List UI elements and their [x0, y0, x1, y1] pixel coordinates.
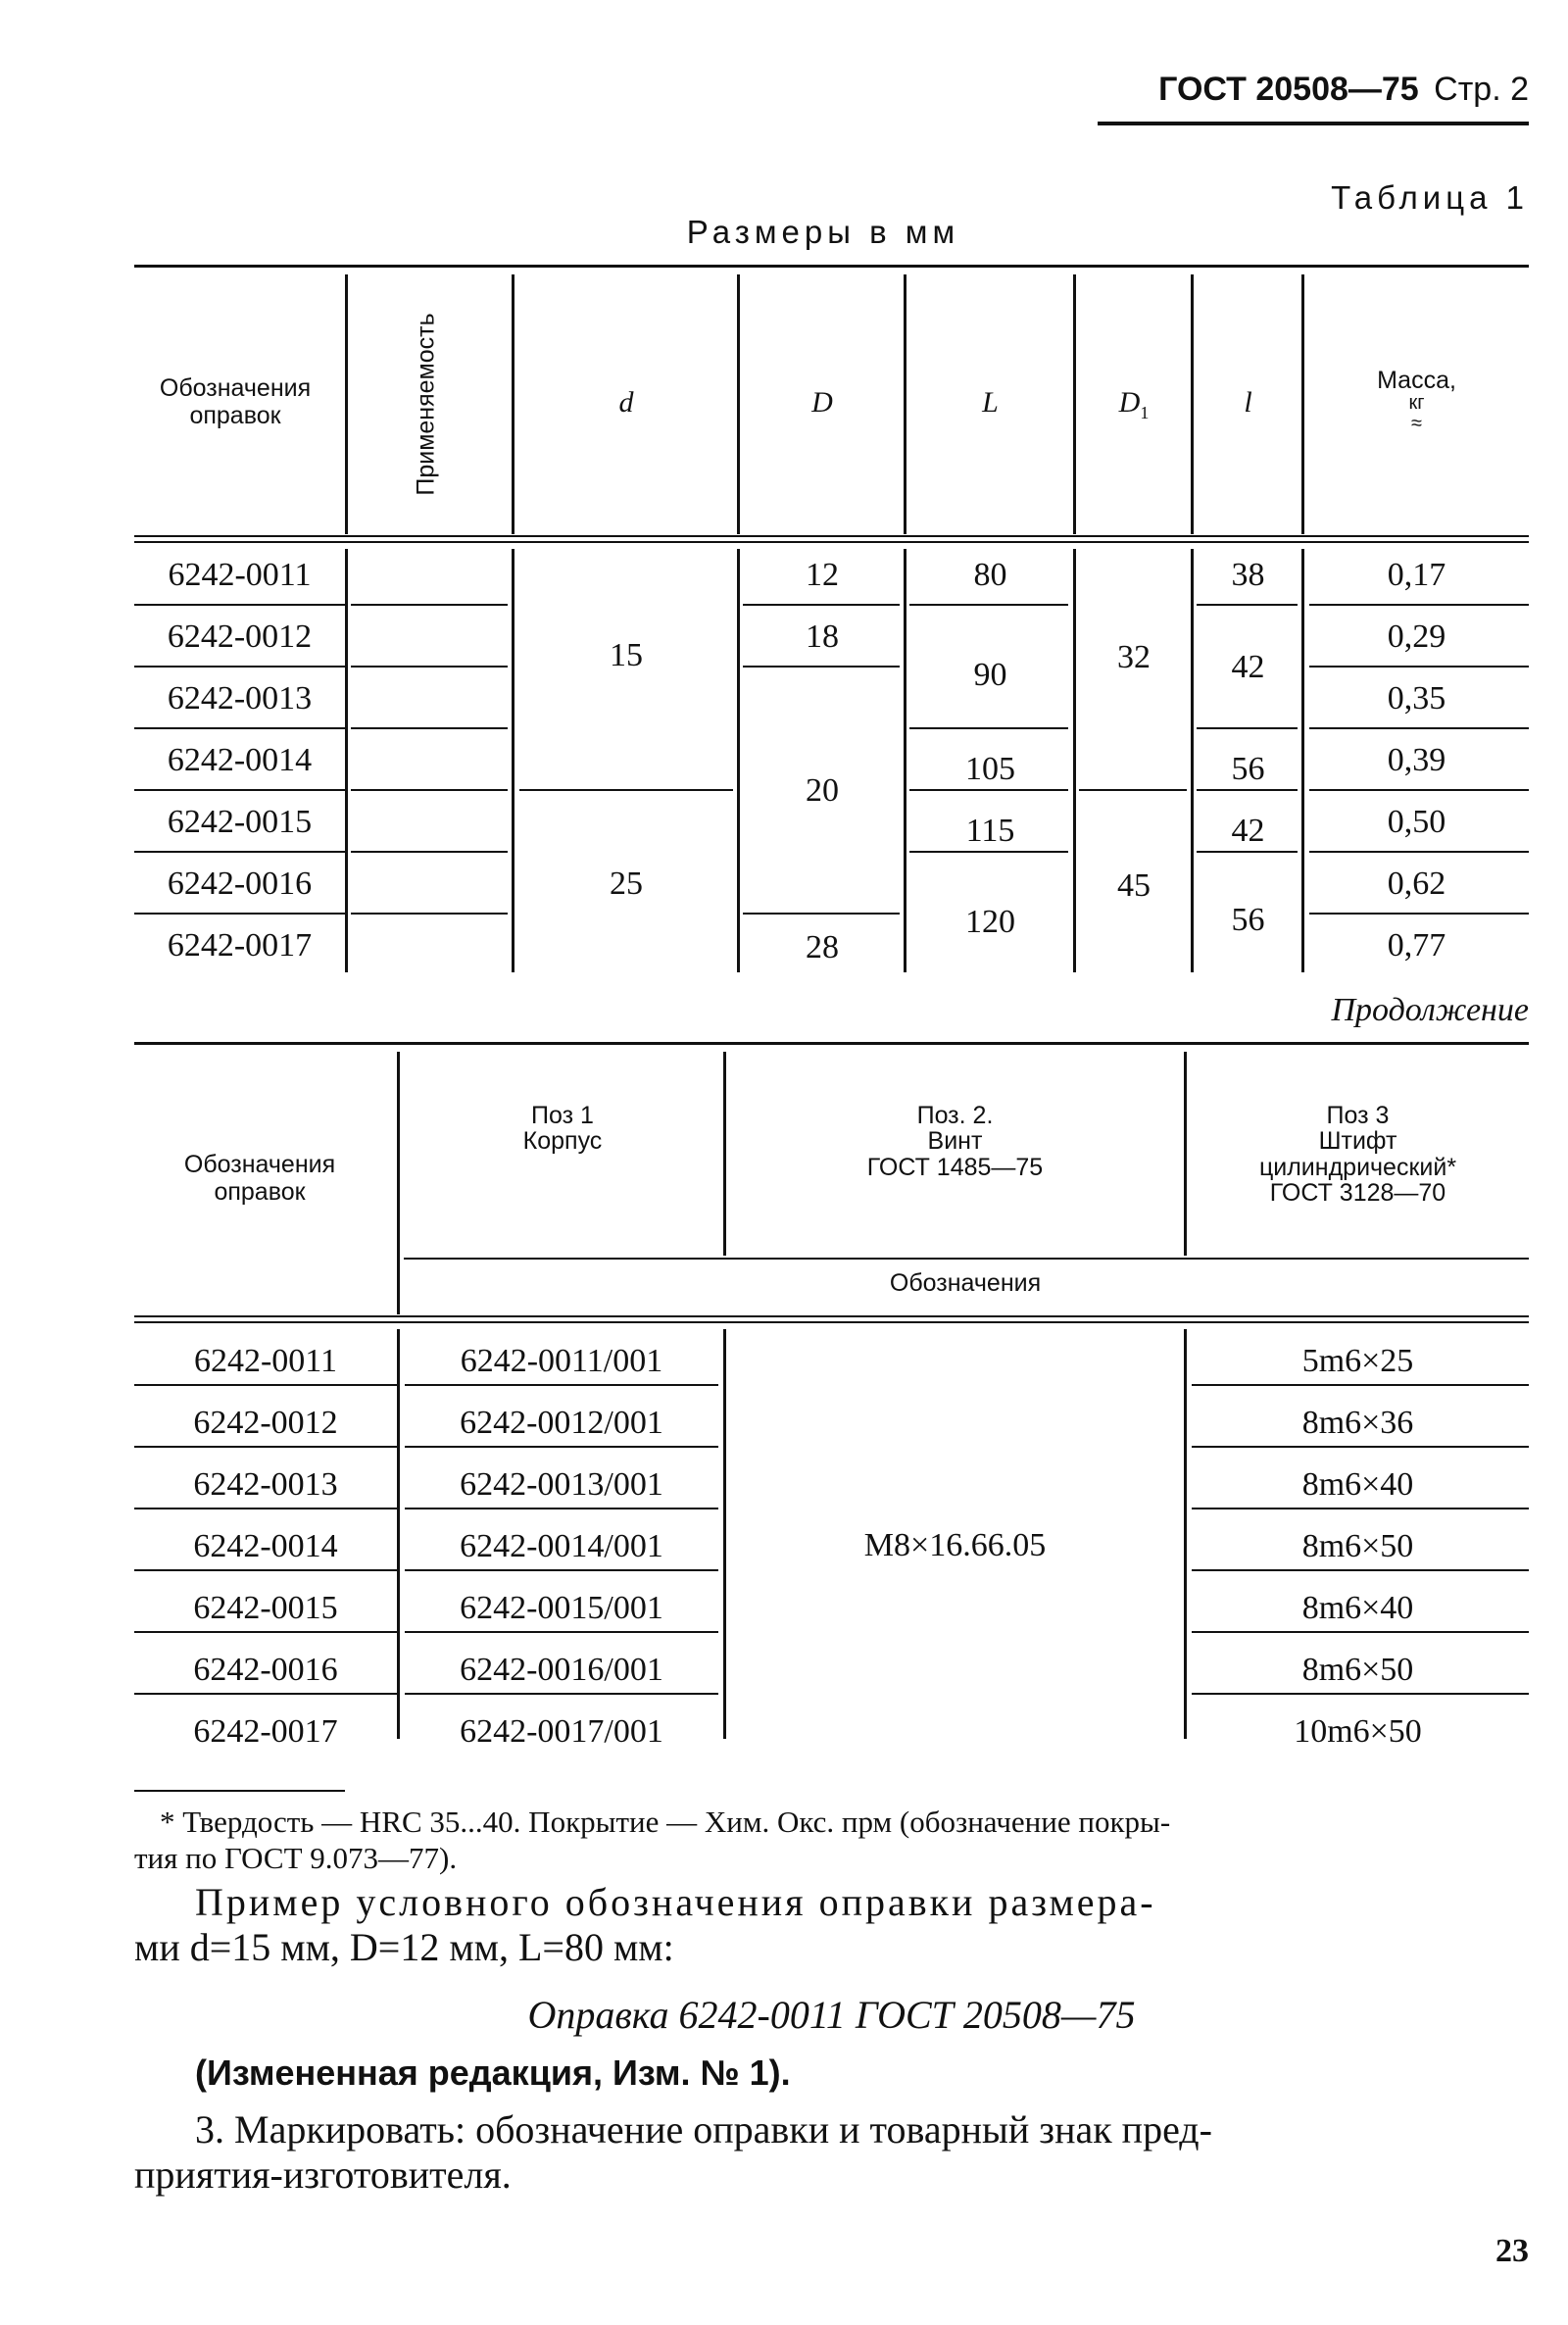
row-rule: [134, 913, 345, 915]
col-divider: [737, 549, 740, 972]
t2-pos3-line1: Поз 3: [1326, 1102, 1390, 1129]
table-cell: 6242-0016: [167, 866, 313, 902]
table-cell: 10m6×50: [1294, 1713, 1422, 1750]
row-rule: [1192, 1631, 1529, 1633]
row-rule: [909, 604, 1068, 606]
row-rule: [134, 604, 345, 606]
table-cell: 6242-0011/001: [460, 1343, 663, 1379]
table1-units: Размеры в мм: [686, 214, 960, 250]
table-cell: 6242-0017: [167, 927, 313, 964]
row-rule: [405, 1631, 718, 1633]
header-D1: [1076, 388, 1192, 421]
col-divider: [345, 274, 348, 534]
t2-header-pos1: [402, 1103, 723, 1155]
header-rule: [1098, 122, 1529, 125]
table2-caption: Продолжение: [1331, 992, 1529, 1028]
row-rule: [351, 604, 508, 606]
table1-caption: Таблица 1: [1331, 179, 1529, 216]
table-cell: 0,35: [1387, 680, 1446, 717]
row-rule: [134, 1384, 397, 1386]
row-rule: [134, 1631, 397, 1633]
table2-header-rule: [134, 1315, 1529, 1317]
row-rule: [1079, 789, 1187, 791]
table-cell: 0,17: [1387, 557, 1446, 593]
row-rule: [1309, 789, 1529, 791]
row-rule: [405, 1384, 718, 1386]
table-cell: 12: [806, 557, 839, 593]
table-cell: 0,62: [1387, 866, 1446, 902]
row-rule: [134, 666, 345, 668]
table2-top-rule: [134, 1042, 1529, 1045]
row-rule: [351, 913, 508, 915]
row-rule: [405, 1446, 718, 1448]
table-cell: 20: [806, 772, 839, 809]
table-cell: 6242-0015/001: [460, 1590, 663, 1626]
page-label: Стр. 2: [1434, 71, 1529, 108]
table-cell: 6242-0012/001: [460, 1405, 663, 1441]
header-D1-main: D: [1118, 386, 1141, 419]
table-cell: 6242-0012: [193, 1405, 338, 1441]
table-cell: 6242-0012: [167, 618, 313, 655]
t2-header-pos3: [1187, 1103, 1529, 1206]
row-rule: [351, 727, 508, 729]
page-header: [1107, 71, 1529, 109]
table-cell: 42: [1231, 649, 1265, 685]
table-cell: 56: [1231, 751, 1265, 787]
col-divider: [345, 549, 348, 972]
t2-pos1-line2: Корпус: [522, 1127, 603, 1156]
t2-pos2-line1: Поз. 2.: [916, 1102, 994, 1129]
example-paragraph: [134, 1880, 1529, 1970]
header-mass-line3: ≈: [1411, 413, 1422, 435]
row-rule: [134, 1569, 397, 1571]
table-cell: 0,39: [1387, 742, 1446, 778]
item3-line2: приятия-изготовителя.: [134, 2152, 512, 2197]
table2-subheader-rule: [404, 1258, 1529, 1260]
footnote-line2: тия по ГОСТ 9.073—77).: [134, 1841, 458, 1876]
table-cell: 8m6×50: [1301, 1652, 1414, 1688]
row-rule: [909, 789, 1068, 791]
row-rule: [134, 727, 345, 729]
row-rule: [1197, 851, 1298, 853]
table-cell: 6242-0014: [193, 1528, 338, 1564]
table-cell: 6242-0014/001: [460, 1528, 663, 1564]
footnote: [134, 1804, 1529, 1876]
row-rule: [1192, 1693, 1529, 1695]
row-rule: [743, 604, 900, 606]
row-rule: [134, 851, 345, 853]
header-d: d: [618, 386, 634, 419]
table-cell: 105: [965, 751, 1015, 787]
row-rule: [519, 789, 733, 791]
table-cell: 5m6×25: [1301, 1343, 1414, 1379]
header-mass-line2: кг: [1408, 392, 1425, 415]
item3-paragraph: [134, 2107, 1529, 2198]
row-rule: [1192, 1384, 1529, 1386]
row-rule: [134, 1508, 397, 1509]
row-rule: [1309, 913, 1529, 915]
header-D1-sub: 1: [1140, 403, 1150, 422]
table-cell: 6242-0016/001: [460, 1652, 663, 1688]
table-cell: 38: [1231, 557, 1265, 593]
table-cell: 8m6×40: [1301, 1590, 1414, 1626]
table-cell: 6242-0011: [193, 1343, 338, 1379]
table-cell: 80: [973, 557, 1007, 593]
page-number: 23: [1495, 2233, 1529, 2269]
table-cell: 6242-0011: [168, 557, 312, 593]
table-cell: 8m6×50: [1301, 1528, 1414, 1564]
row-rule: [743, 666, 900, 668]
header-mass: [1304, 368, 1529, 434]
header-applicability: Применяемость: [412, 313, 440, 496]
footnote-line1: * Твердость — HRC 35...40. Покрытие — Хим. Окс. прм (обозначение покры-: [160, 1805, 1171, 1839]
row-rule: [1192, 1569, 1529, 1571]
t2-pos3-line3: цилиндрический*: [1258, 1153, 1457, 1181]
table-cell: 8m6×36: [1301, 1405, 1414, 1441]
row-rule: [351, 666, 508, 668]
table-cell-screw: M8×16.66.05: [863, 1527, 1047, 1563]
table-cell: 6242-0015: [193, 1590, 338, 1626]
t2-pos1-line1: Поз 1: [531, 1102, 594, 1129]
t2-pos3-line4: ГОСТ 3128—70: [1269, 1178, 1446, 1207]
row-rule: [1309, 851, 1529, 853]
table-cell: 45: [1117, 867, 1151, 904]
row-rule: [1197, 727, 1298, 729]
example-line1: Пример условного обозначения оправки размера-: [195, 1880, 1156, 1924]
t2-pos2-line3: ГОСТ 1485—75: [866, 1153, 1044, 1181]
header-L: L: [982, 386, 999, 419]
row-rule: [1197, 604, 1298, 606]
t2-header-designation: Обозначения оправок: [183, 1151, 336, 1206]
table-cell: 32: [1117, 639, 1151, 675]
table-cell: 0,50: [1387, 804, 1446, 840]
example-line2: ми d=15 мм, D=12 мм, L=80 мм:: [134, 1925, 674, 1969]
table1-header-rule-2: [134, 541, 1529, 543]
table-cell: 8m6×40: [1301, 1466, 1414, 1503]
table-cell: 6242-0016: [193, 1652, 338, 1688]
row-rule: [134, 1693, 397, 1695]
table-cell: 6242-0013: [193, 1466, 338, 1503]
row-rule: [909, 727, 1068, 729]
table-cell: 15: [610, 637, 643, 673]
col-divider: [397, 1052, 400, 1314]
table-cell: 56: [1231, 902, 1265, 938]
row-rule: [1309, 666, 1529, 668]
table-cell: 115: [965, 813, 1015, 849]
table-cell: 6242-0017: [193, 1713, 338, 1750]
standard-number: ГОСТ 20508—75: [1158, 71, 1419, 108]
t2-pos3-line2: Штифт: [1318, 1127, 1397, 1156]
table-cell: 0,29: [1387, 618, 1446, 655]
table-cell: 25: [610, 866, 643, 902]
footnote-rule: [134, 1790, 345, 1792]
table-cell: 6242-0013/001: [460, 1466, 663, 1503]
table1-top-rule: [134, 265, 1529, 268]
revision-note: (Измененная редакция, Изм. № 1).: [195, 2053, 791, 2093]
table-cell: 6242-0015: [167, 804, 313, 840]
row-rule: [1309, 727, 1529, 729]
table2-header-rule-2: [134, 1321, 1529, 1323]
row-rule: [1192, 1508, 1529, 1509]
table-cell: 18: [806, 618, 839, 655]
t2-header-pos2: [726, 1103, 1184, 1180]
row-rule: [743, 913, 900, 915]
row-rule: [351, 851, 508, 853]
header-designation: [127, 375, 343, 429]
row-rule: [405, 1508, 718, 1509]
t2-pos2-line2: Винт: [927, 1127, 983, 1156]
header-mass-line1: Масса,: [1377, 367, 1456, 394]
example-designation: Оправка 6242-0011 ГОСТ 20508—75: [527, 1993, 1136, 2037]
table-cell: 120: [965, 904, 1015, 940]
row-rule: [351, 789, 508, 791]
table-cell: 6242-0017/001: [460, 1713, 663, 1750]
table1-header-rule: [134, 535, 1529, 537]
table-cell: 90: [973, 657, 1007, 693]
header-designation-text: Обозначения оправок: [159, 374, 312, 429]
row-rule: [909, 851, 1068, 853]
row-rule: [405, 1569, 718, 1571]
row-rule: [134, 789, 345, 791]
row-rule: [1192, 1446, 1529, 1448]
table-cell: 28: [806, 929, 839, 965]
row-rule: [405, 1693, 718, 1695]
col-divider: [512, 549, 514, 972]
table-cell: 6242-0013: [167, 680, 313, 717]
header-D: D: [811, 386, 833, 419]
row-rule: [134, 1446, 397, 1448]
table-cell: 42: [1231, 813, 1265, 849]
table-cell: 6242-0014: [167, 742, 313, 778]
row-rule: [1197, 789, 1298, 791]
row-rule: [1309, 604, 1529, 606]
header-l: l: [1244, 386, 1252, 419]
t2-subheader: Обозначения: [889, 1269, 1042, 1297]
item3-line1: 3. Маркировать: обозначение оправки и товарный знак пред-: [195, 2107, 1212, 2152]
table-cell: 0,77: [1387, 927, 1446, 964]
